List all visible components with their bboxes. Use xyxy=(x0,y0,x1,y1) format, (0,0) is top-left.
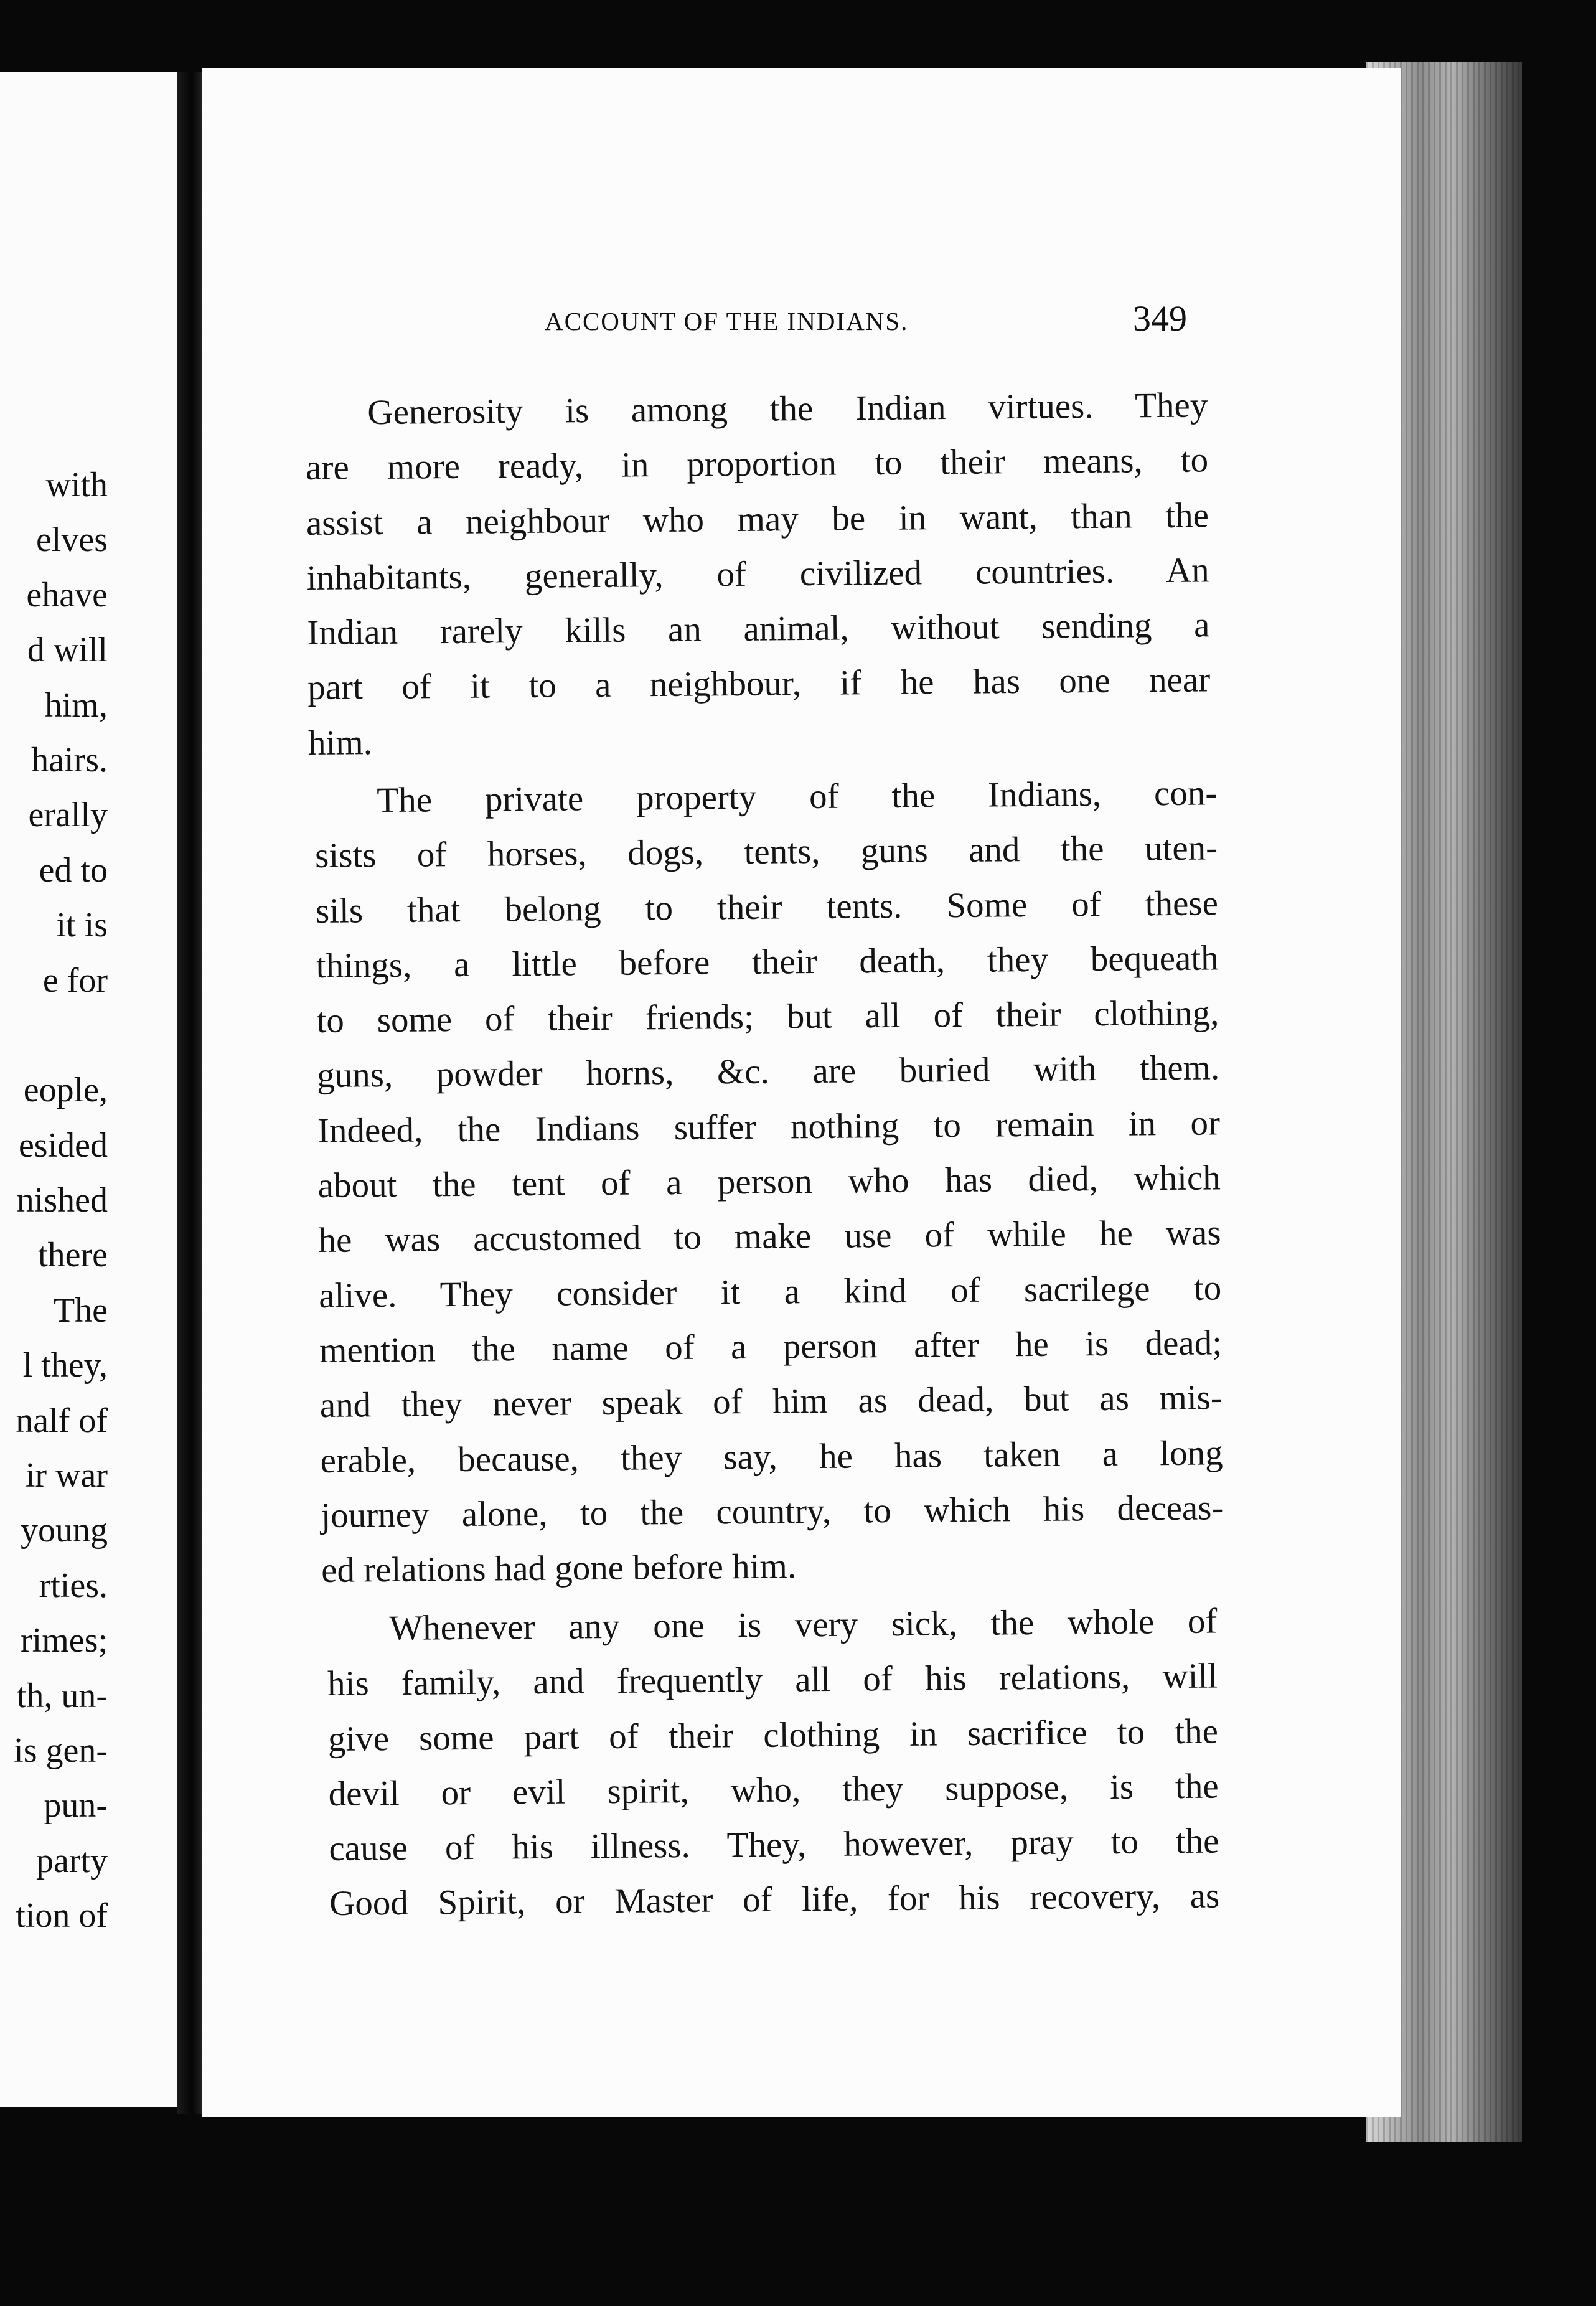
text-line: give some part of their clothing in sacrifice to the xyxy=(327,1711,1219,1759)
facing-line: th, un- xyxy=(16,1676,108,1715)
facing-line: nalf of xyxy=(16,1401,108,1440)
facing-line: rimes; xyxy=(21,1621,108,1660)
facing-line: rties. xyxy=(39,1566,108,1605)
text-line: alive. They consider it a kind of sacrilege to xyxy=(319,1268,1222,1315)
book-gutter xyxy=(177,72,202,2114)
text-line: cause of his illness. They, however, pray to the xyxy=(329,1821,1219,1869)
running-head: ACCOUNT OF THE INDIANS. xyxy=(545,307,909,336)
facing-line: is gen- xyxy=(14,1731,108,1770)
facing-line: esided xyxy=(18,1126,108,1165)
facing-line: ehave xyxy=(26,575,108,614)
facing-line: eople, xyxy=(23,1071,108,1110)
text-line: mention the name of a person after he is dead; xyxy=(319,1323,1223,1370)
text-line: he was accustomed to make use of while he was xyxy=(318,1213,1221,1261)
text-line: erable, because, they say, he has taken a long xyxy=(320,1433,1223,1480)
text-line: to some of their friends; but all of their clothing, xyxy=(316,993,1219,1041)
facing-line: tion of xyxy=(16,1896,108,1936)
text-line: sists of horses, dogs, tents, guns and the uten- xyxy=(314,828,1218,876)
facing-line: The xyxy=(53,1291,108,1330)
facing-line: e for xyxy=(42,961,108,1000)
text-line: sils that belong to their tents. Some of these xyxy=(315,883,1219,931)
text-line: guns, powder horns, &c. are buried with them. xyxy=(316,1048,1220,1096)
paragraph-sickness xyxy=(327,1594,1220,1932)
facing-line: ed to xyxy=(39,850,108,890)
paragraph-generosity xyxy=(305,378,1211,771)
facing-line: erally xyxy=(28,796,108,835)
facing-line: pun- xyxy=(44,1786,108,1825)
page-number: 349 xyxy=(1133,298,1187,339)
text-line: are more ready, in proportion to their means, to xyxy=(305,440,1209,488)
text-line: devil or evil spirit, who, they suppose, is the xyxy=(328,1766,1219,1814)
facing-line: there xyxy=(38,1236,108,1275)
facing-page xyxy=(0,72,177,2107)
text-line: journey alone, to the country, to which his deceas- xyxy=(321,1488,1224,1535)
text-line: things, a little before their death, they bequeath xyxy=(316,938,1219,986)
text-line: and they never speak of him as dead, but as mis- xyxy=(319,1378,1223,1426)
facing-line: with xyxy=(45,466,108,504)
facing-page-text xyxy=(0,458,108,1944)
text-line: Generosity is among the Indian virtues. They xyxy=(367,385,1208,433)
text-line: assist a neighbour who may be in want, than the xyxy=(306,495,1209,543)
text-line: about the tent of a person who has died, which xyxy=(317,1158,1221,1206)
text-line: him. xyxy=(307,722,373,763)
facing-line: him, xyxy=(44,685,108,725)
facing-line: nished xyxy=(16,1181,108,1220)
text-line: his family, and frequently all of his relations, will xyxy=(327,1656,1218,1704)
facing-line: party xyxy=(35,1841,108,1880)
facing-line: ir war xyxy=(25,1456,108,1495)
text-line: Whenever any one is very sick, the whole of xyxy=(389,1601,1218,1649)
facing-line: hairs. xyxy=(31,740,108,779)
facing-line xyxy=(0,1008,108,1063)
facing-line: it is xyxy=(56,906,108,945)
text-line: Indian rarely kills an animal, without sending a xyxy=(307,605,1210,653)
facing-line: elves xyxy=(35,520,108,560)
text-line: Good Spirit, or Master of life, for his recovery, as xyxy=(329,1876,1220,1924)
facing-line: l they, xyxy=(22,1346,108,1385)
text-line: ed relations had gone before him. xyxy=(321,1546,797,1591)
facing-line: young xyxy=(21,1511,108,1550)
text-line: part of it to a neighbour, if he has one near xyxy=(307,660,1211,708)
text-line: Indeed, the Indians suffer nothing to remain in or xyxy=(317,1103,1221,1151)
paragraph-private-property xyxy=(314,766,1224,1598)
facing-line: d will xyxy=(27,631,108,670)
text-line: inhabitants, generally, of civilized countries. An xyxy=(306,550,1209,598)
text-line: The private property of the Indians, con- xyxy=(377,773,1218,821)
